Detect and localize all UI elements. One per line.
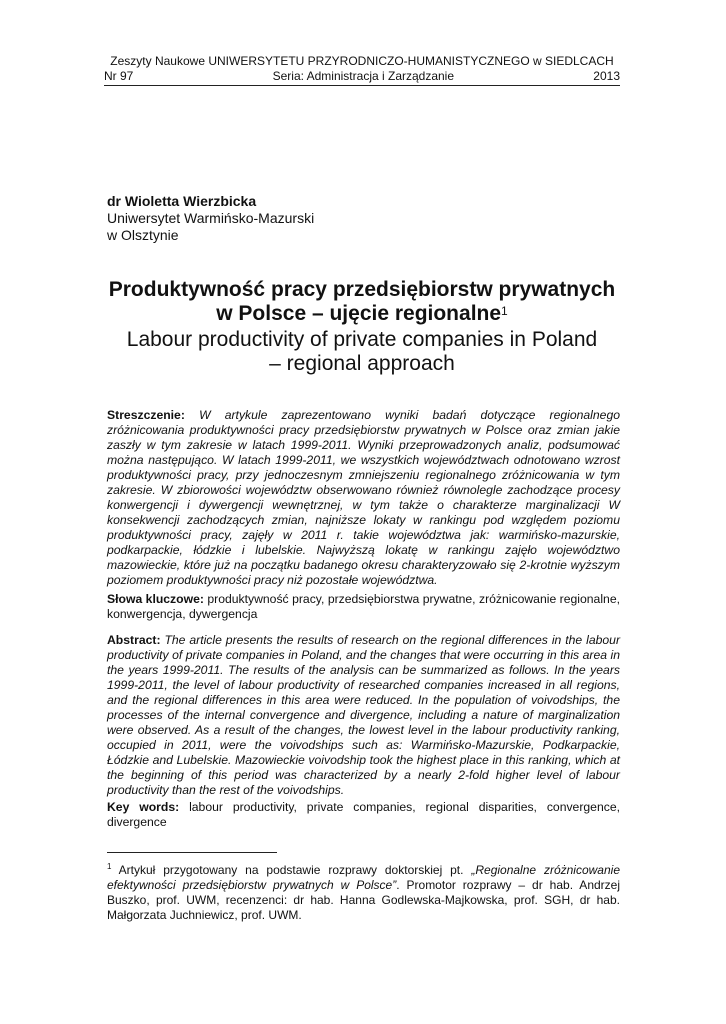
paper-title xyxy=(104,278,620,376)
title-english-line2: – regional approach xyxy=(269,352,455,375)
slowa-kluczowe-paragraph xyxy=(107,592,620,622)
journal-name: Zeszyty Naukowe UNIWERSYTETU PRZYRODNICZO-HUMANISTYCZNEGO w SIEDLCACH xyxy=(110,54,614,68)
slowa-kluczowe-label: Słowa kluczowe: xyxy=(107,592,204,606)
footnote xyxy=(107,859,620,923)
streszczenie-paragraph xyxy=(107,408,620,588)
footnote-dissertation-title: „Regionalne zróżnicowanie efektywności przedsiębiorstw prywatnych w Polsce” xyxy=(107,863,620,892)
slowa-kluczowe-text: produktywność pracy, przedsiębiorstwa prywatne, zróżnicowanie regionalne, konwergencja, dywergencja xyxy=(107,592,620,621)
streszczenie-text: W artykule zaprezentowano wyniki badań dotyczące regionalnego zróżnicowania produktywności pracy przedsiębiorstw prywatnych w Polsce oraz zmian jakie zaszły w tym zakresie w latach 1999-2011. Wyniki przeprowadzonych analiz, podsumować można następująco. W latach 1999-2011, we wszystkich województwach odnotowano wzrost produktywności pracy, przy jednoczesnym zmniejszeniu regionalnego zróżnicowania w tym zakresie. W zbiorowości województw obserwowano również równolegle zachodzące procesy konwergencji i dywergencji wewnętrznej, w tym także o charakterze marginalizacji W konsekwencji zachodzących zmian, najniższe lokaty w rankingu pod względem poziomu produktywności pracy, zajęły w 2011 r. takie województwa jak: warmińsko-mazurskie, podkarpackie, łódzkie i lubelskie. Najwyższą lokatę w rankingu zajęło województwo mazowieckie, które już na początku badanego okresu charakteryzowało się 2-krotnie wyższym poziomem produktywności pracy niż pozostałe województwa. xyxy=(107,408,620,587)
key-words-paragraph xyxy=(107,800,620,830)
publication-year: 2013 xyxy=(593,69,620,83)
running-header xyxy=(104,54,620,86)
key-words-text: labour productivity, private companies, regional disparities, convergence, divergence xyxy=(107,800,620,829)
author-affiliation: Uniwersytet Warmińsko-Mazurski xyxy=(107,210,315,226)
issue-number: Nr 97 xyxy=(104,69,134,83)
abstract-paragraph xyxy=(107,633,620,798)
author-block xyxy=(107,193,314,244)
title-polish-line1: Produktywność pracy przedsiębiorstw prywatnych xyxy=(108,278,616,301)
key-words-label: Key words: xyxy=(107,800,180,814)
title-english-line1: Labour productivity of private companies in Poland xyxy=(126,328,598,351)
title-footnote-mark: 1 xyxy=(501,304,508,318)
header-series-line xyxy=(104,69,620,86)
abstract-label: Abstract: xyxy=(107,633,161,647)
footnote-text-end: . Promotor rozprawy – dr hab. Andrzej Buszko, prof. UWM, recenzenci: dr hab. Hanna Godlewska-Majkowska, prof. SGH, dr hab. Małgorzata Juchniewicz, prof. UWM. xyxy=(107,878,620,922)
title-polish-line2 xyxy=(104,302,620,326)
footnote-separator xyxy=(107,852,277,853)
streszczenie-label: Streszczenie: xyxy=(107,408,185,422)
footnote-text-start: Artykuł przygotowany na podstawie rozprawy doktorskiej pt. xyxy=(111,863,472,877)
footnote-mark: 1 xyxy=(107,862,112,871)
title-polish-line2-text: w Polsce – ujęcie regionalne xyxy=(216,302,502,325)
author-name: dr Wioletta Wierzbicka xyxy=(107,193,257,209)
series-name: Seria: Administracja i Zarządzanie xyxy=(272,69,455,83)
author-affiliation-city: w Olsztynie xyxy=(107,227,179,243)
abstract-text: The article presents the results of research on the regional differences in the labour productivity of private companies in Poland, and the changes that were occurring in this area in the years 1999-2011. The results of the analysis can be summarized as follows. In the years 1999-2011, the level of labour productivity of researched companies increased in all regions, and the regional differences in this area were reduced. In the population of voivodships, the processes of the internal convergence and divergence, including a nature of marginalization were observed. As a result of the changes, the lowest level in the labour productivity ranking, occupied in 2011, were the voivodships such as: Warmińsko-Mazurskie, Podkarpackie, Łódzkie and Lubelskie. Mazowieckie voivodship took the highest place in this ranking, which at the beginning of this period was characterized by a nearly 2-fold higher level of labour productivity than the rest of the voivodships. xyxy=(107,633,620,797)
